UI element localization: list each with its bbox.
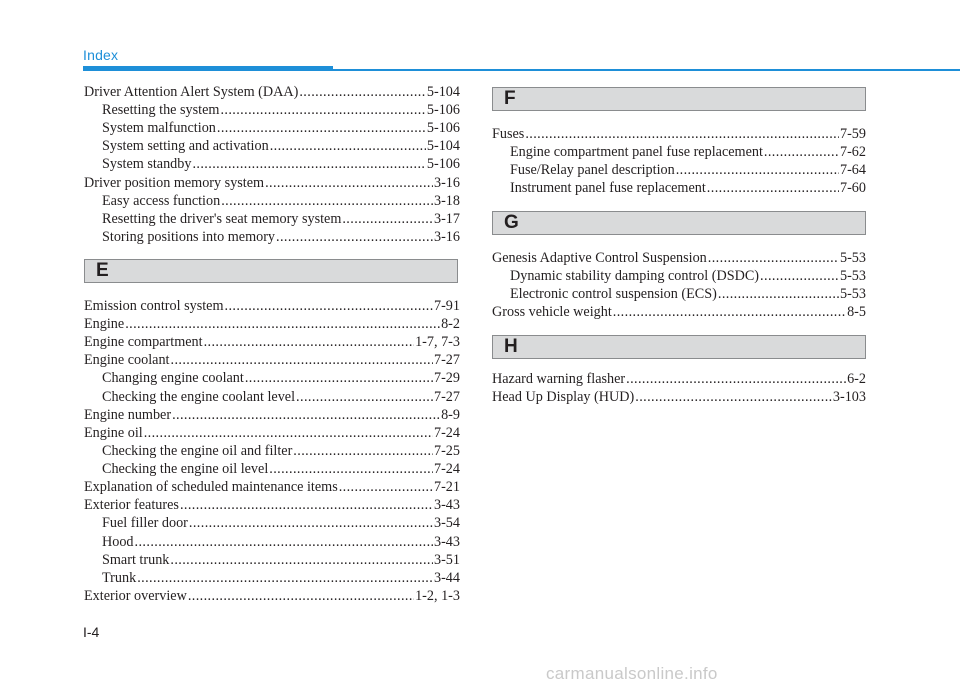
dot-leader: [137, 569, 433, 587]
dot-leader: [172, 406, 440, 424]
index-subentry: [84, 442, 460, 460]
dot-leader: [217, 119, 426, 137]
entry-page-ref: 6-2: [847, 371, 866, 387]
dot-leader: [171, 351, 433, 369]
entry-page-ref: 5-104: [426, 138, 460, 155]
index-entry: [492, 125, 866, 143]
index-subentry: [492, 143, 866, 161]
entry-page-ref: 3-43: [433, 497, 460, 514]
watermark: carmanualsonline.info: [546, 664, 718, 683]
page-number: I-4: [83, 624, 100, 640]
entry-label: Checking the engine oil and filter: [102, 442, 293, 459]
section-header-g: [492, 211, 866, 235]
dot-leader: [225, 297, 433, 315]
entry-label: Fuse/Relay panel description: [510, 162, 675, 179]
entry-page-ref: 3-43: [433, 533, 460, 550]
dot-leader: [293, 442, 433, 460]
entry-page-ref: 7-59: [839, 126, 866, 142]
dot-leader: [189, 514, 433, 532]
entry-label: Checking the engine oil level: [102, 461, 269, 478]
index-subentry: [84, 137, 460, 155]
entry-page-ref: 8-5: [847, 304, 866, 321]
dot-leader: [296, 388, 433, 406]
entry-page-ref: 5-106: [426, 120, 460, 137]
entry-page-ref: 3-51: [433, 551, 460, 568]
dot-leader: [144, 424, 433, 442]
index-entry: [84, 478, 460, 496]
section-letter-h: H: [504, 336, 518, 357]
entry-label: Explanation of scheduled maintenance items: [84, 479, 338, 496]
index-entry: [84, 424, 460, 442]
entry-label: Engine number: [84, 406, 172, 423]
entry-page-ref: 7-29: [433, 370, 460, 387]
dot-leader: [265, 174, 433, 192]
entry-label: Engine coolant: [84, 352, 170, 369]
entry-label: Hazard warning flasher: [492, 371, 626, 387]
index-subentry: [84, 192, 460, 210]
dot-leader: [188, 587, 414, 605]
index-subentry: [84, 533, 460, 551]
entry-page-ref: 7-24: [433, 461, 460, 478]
dot-leader: [760, 267, 839, 285]
entry-page-ref: 7-91: [433, 298, 460, 314]
entry-label: Emission control system: [84, 298, 224, 314]
entry-page-ref: 7-62: [839, 144, 866, 161]
entry-page-ref: 5-106: [426, 102, 460, 119]
index-entry: [84, 351, 460, 369]
entry-label: Storing positions into memory: [102, 228, 276, 245]
entry-page-ref: 1-2, 1-3: [415, 587, 460, 604]
section-header-e: [84, 259, 458, 283]
index-subentry: [84, 228, 460, 246]
index-subentry: [84, 101, 460, 119]
index-subentry: [492, 285, 866, 303]
entry-label: Hood: [102, 533, 134, 550]
entry-page-ref: 3-16: [433, 174, 460, 191]
index-entry: [492, 249, 866, 267]
index-entry: [84, 406, 460, 424]
entry-page-ref: 5-53: [839, 268, 866, 285]
dot-leader: [708, 249, 839, 267]
index-subentry: [492, 267, 866, 285]
index-entry: [84, 297, 460, 315]
entry-label: Fuses: [492, 126, 525, 142]
index-subentry: [84, 369, 460, 387]
index-subentry: [492, 179, 866, 197]
dot-leader: [170, 551, 433, 569]
index-entry: [84, 174, 460, 192]
section-letter-e: E: [96, 260, 109, 281]
entry-page-ref: 3-18: [433, 192, 460, 209]
index-subentry: [84, 155, 460, 173]
entry-page-ref: 5-53: [839, 250, 866, 266]
entry-label: Exterior features: [84, 497, 179, 514]
entry-page-ref: 5-53: [839, 286, 866, 303]
section-header-f: [492, 87, 866, 111]
index-entry: [84, 83, 460, 101]
index-entry: [84, 315, 460, 333]
entry-page-ref: 7-24: [433, 424, 460, 441]
entry-label: System setting and activation: [102, 138, 269, 155]
dot-leader: [339, 478, 433, 496]
dot-leader: [626, 370, 846, 388]
entry-label: Fuel filler door: [102, 515, 188, 532]
entry-label: System malfunction: [102, 120, 216, 137]
dot-leader: [245, 369, 433, 387]
entry-label: Dynamic stability damping control (DSDC): [510, 268, 760, 285]
entry-page-ref: 7-25: [433, 442, 460, 459]
dot-leader: [269, 460, 433, 478]
index-entry: [492, 388, 866, 406]
dot-leader: [204, 333, 414, 351]
dot-leader: [707, 179, 839, 197]
dot-leader: [764, 143, 839, 161]
entry-label: Engine compartment: [84, 334, 203, 351]
index-entry: [84, 496, 460, 514]
entry-label: Resetting the driver's seat memory system: [102, 210, 342, 227]
entry-label: Engine oil: [84, 424, 143, 441]
index-subentry: [492, 161, 866, 179]
index-subentry: [84, 210, 460, 228]
entry-label: Exterior overview: [84, 587, 187, 604]
entry-label: Electronic control suspension (ECS): [510, 286, 717, 303]
index-subentry: [84, 460, 460, 478]
section-header-h: [492, 335, 866, 359]
entry-page-ref: 3-103: [832, 389, 866, 406]
dot-leader: [192, 155, 425, 173]
index-subentry: [84, 551, 460, 569]
dot-leader: [135, 533, 433, 551]
dot-leader: [525, 125, 839, 143]
index-entry: [492, 370, 866, 388]
entry-page-ref: 1-7, 7-3: [415, 334, 460, 351]
header-rule-accent: [83, 66, 333, 71]
entry-label: Instrument panel fuse replacement: [510, 180, 706, 197]
entry-label: System standby: [102, 156, 192, 173]
entry-label: Smart trunk: [102, 551, 170, 568]
entry-page-ref: 8-9: [441, 406, 460, 423]
dot-leader: [220, 101, 425, 119]
dot-leader: [718, 285, 839, 303]
dot-leader: [276, 228, 433, 246]
entry-page-ref: 3-44: [433, 569, 460, 586]
index-subentry: [84, 569, 460, 587]
dot-leader: [635, 388, 832, 406]
entry-page-ref: 8-2: [441, 316, 460, 333]
entry-page-ref: 7-60: [839, 180, 866, 197]
entry-page-ref: 3-16: [433, 228, 460, 245]
entry-label: Trunk: [102, 569, 137, 586]
entry-label: Genesis Adaptive Control Suspension: [492, 250, 707, 266]
index-subentry: [84, 514, 460, 532]
entry-page-ref: 7-21: [433, 479, 460, 496]
entry-page-ref: 7-64: [839, 162, 866, 179]
entry-label: Resetting the system: [102, 102, 220, 119]
entry-label: Changing engine coolant: [102, 370, 244, 387]
dot-leader: [299, 83, 426, 101]
entry-page-ref: 7-27: [433, 388, 460, 405]
index-entry: [492, 303, 866, 321]
entry-label: Checking the engine coolant level: [102, 388, 296, 405]
dot-leader: [676, 161, 839, 179]
dot-leader: [613, 303, 846, 321]
dot-leader: [180, 496, 433, 514]
entry-page-ref: 5-104: [426, 84, 460, 100]
dot-leader: [270, 137, 426, 155]
dot-leader: [221, 192, 433, 210]
entry-label: Driver Attention Alert System (DAA): [84, 84, 299, 100]
index-subentry: [84, 388, 460, 406]
section-letter-f: F: [504, 88, 516, 109]
entry-label: Gross vehicle weight: [492, 304, 612, 321]
entry-page-ref: 3-17: [433, 210, 460, 227]
entry-label: Engine: [84, 316, 125, 333]
entry-label: Driver position memory system: [84, 174, 265, 191]
index-entry: [84, 587, 460, 605]
index-title: Index: [83, 47, 119, 63]
entry-page-ref: 5-106: [426, 156, 460, 173]
entry-label: Easy access function: [102, 192, 221, 209]
entry-page-ref: 3-54: [433, 515, 460, 532]
entry-label: Head Up Display (HUD): [492, 389, 635, 406]
dot-leader: [342, 210, 433, 228]
section-letter-g: G: [504, 212, 519, 233]
entry-page-ref: 7-27: [433, 352, 460, 369]
index-entry: [84, 333, 460, 351]
entry-label: Engine compartment panel fuse replacement: [510, 144, 763, 161]
dot-leader: [125, 315, 440, 333]
index-subentry: [84, 119, 460, 137]
header-rule: [333, 69, 960, 71]
